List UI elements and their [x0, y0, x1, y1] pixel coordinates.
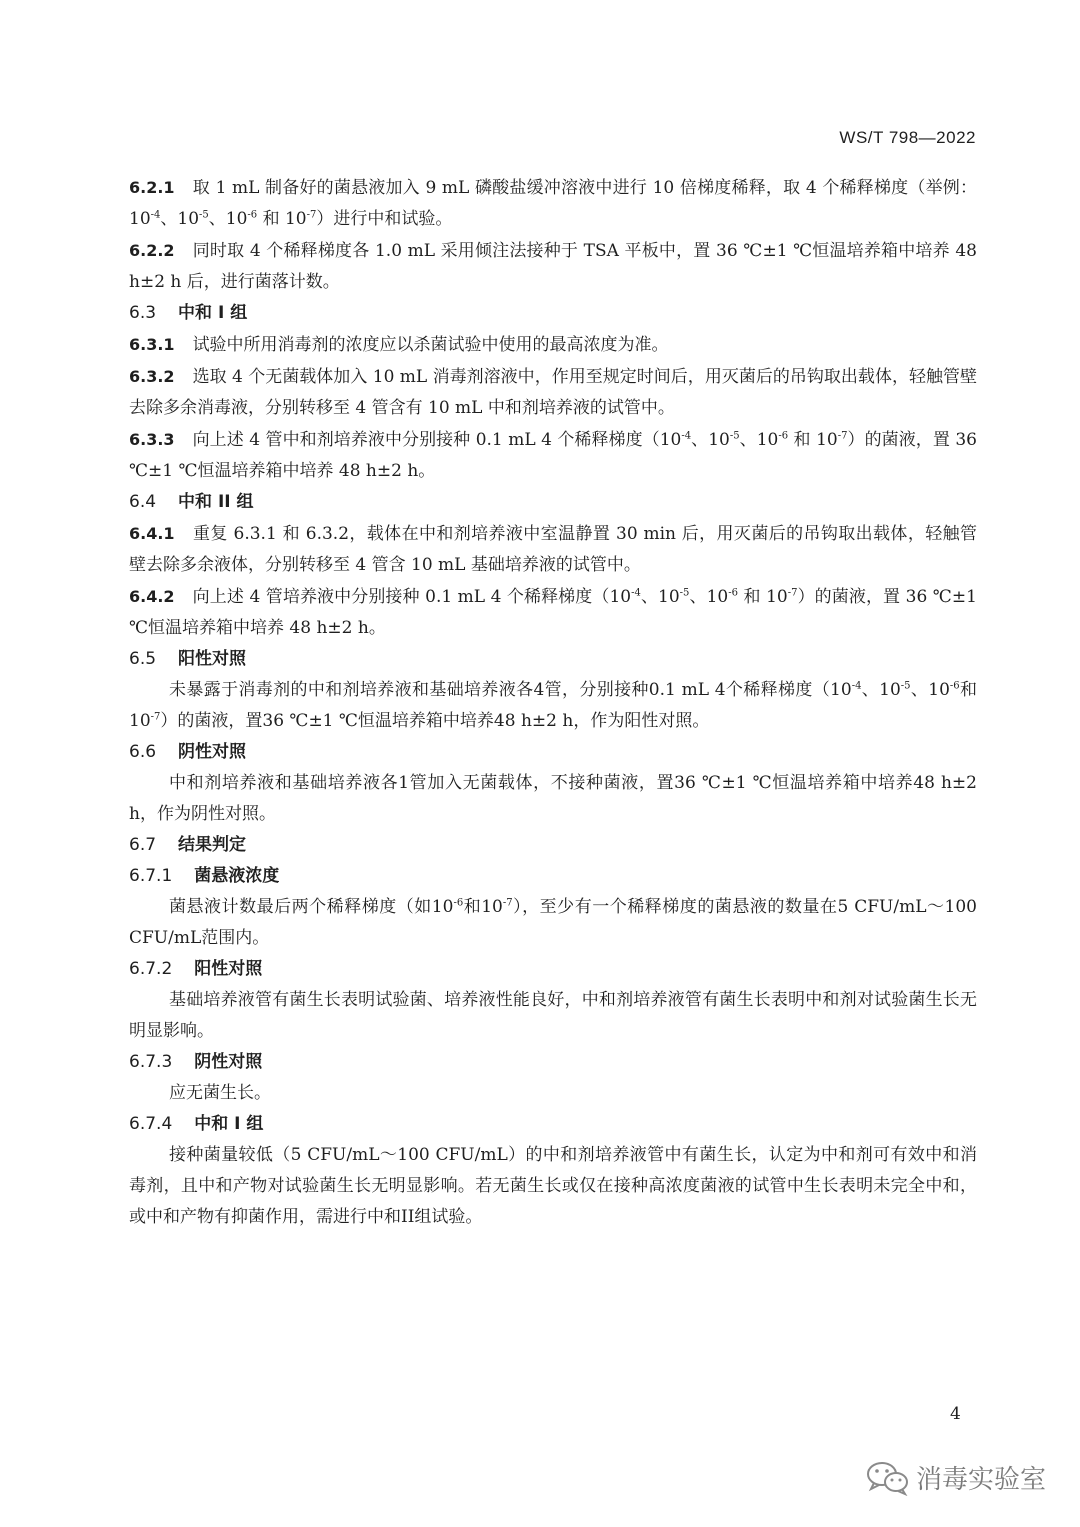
- clause-number: 6.3.2: [129, 367, 175, 386]
- clause-number: 6.2.2: [129, 241, 175, 260]
- section-heading-6-7-1: 6.7.1 菌悬液浓度: [129, 866, 280, 886]
- clause-6-4-2: 6.4.2 向上述 4 管培养液中分别接种 0.1 mL 4 个稀释梯度（$10^{-4}$、$10^{-5}$、$10^{-6}$ 和 $10^{-7}$）的菌液，置 36 ℃±1 ℃恒温培养箱中培养 48 h±2 h。: [129, 587, 977, 638]
- section-heading-6-7: 6.7 结果判定: [129, 835, 247, 855]
- clause-6-3-2: 6.3.2 选取 4 个无菌载体加入 10 mL 消毒剂溶液中，作用至规定时间后，用灭菌后的吊钩取出载体，轻触管壁去除多余消毒液，分别转移至 4 管含有 10 mL 中和剂培养液的试管中。: [129, 367, 977, 418]
- clause-6-4-1: 6.4.1 重复 6.3.1 和 6.3.2，载体在中和剂培养液中室温静置 30 min 后，用灭菌后的吊钩取出载体，轻触管壁去除多余液体，分别转移至 4 管含 10 mL 基础培养液的试管中。: [129, 524, 977, 575]
- watermark: [866, 1459, 1046, 1496]
- clause-6-3-3: 6.3.3 向上述 4 管中和剂培养液中分别接种 0.1 mL 4 个稀释梯度（$10^{-4}$、$10^{-5}$、$10^{-6}$ 和 $10^{-7}$）的菌液，置 36 ℃±1 ℃恒温培养箱中培养 48 h±2 h。: [129, 430, 977, 481]
- clause-number: 6.4.1: [129, 524, 175, 543]
- standard-code: WS/T 798—2022: [839, 128, 976, 147]
- paragraph-6-5: 未暴露于消毒剂的中和剂培养液和基础培养液各4管，分别接种0.1 mL 4个稀释梯度（$10^{-4}$、$10^{-5}$、$10^{-6}$和$10^{-7}$）的菌液，置36 ℃±1 ℃恒温培养箱中培养48 h±2 h，作为阳性对照。: [129, 680, 978, 731]
- section-heading-6-7-2: 6.7.2 阳性对照: [129, 959, 263, 979]
- paragraph-6-7-2: 基础培养液管有菌生长表明试验菌、培养液性能良好，中和剂培养液管有菌生长表明中和剂对试验菌生长无明显影响。: [129, 990, 977, 1041]
- clause-6-2-2: 6.2.2 同时取 4 个稀释梯度各 1.0 mL 采用倾注法接种于 TSA 平板中，置 36 ℃±1 ℃恒温培养箱中培养 48 h±2 h 后，进行菌落计数。: [129, 241, 977, 292]
- watermark-text: 消毒实验室: [916, 1465, 1047, 1495]
- paragraph-6-7-4: 接种菌量较低（5 CFU/mL～100 CFU/mL）的中和剂培养液管中有菌生长，认定为中和剂可有效中和消毒剂，且中和产物对试验菌生长无明显影响。若无菌生长或仅在接种高浓度菌液的试管中生长表明未完全中和，或中和产物有抑菌作用，需进行中和II组试验。: [129, 1145, 977, 1227]
- document-body: [129, 172, 977, 1233]
- clause-number: 6.2.1: [129, 178, 175, 197]
- wechat-icon: [866, 1460, 910, 1496]
- page-number: 4: [950, 1404, 961, 1424]
- paragraph-6-6: 中和剂培养液和基础培养液各1管加入无菌载体，不接种菌液，置36 ℃±1 ℃恒温培养箱中培养48 h±2 h，作为阴性对照。: [129, 773, 977, 824]
- section-heading-6-7-3: 6.7.3 阴性对照: [129, 1052, 263, 1072]
- paragraph-6-7-3: 应无菌生长。: [169, 1083, 271, 1103]
- clause-6-2-1: 6.2.1 取 1 mL 制备好的菌悬液加入 9 mL 磷酸盐缓冲溶液中进行 10 倍梯度稀释，取 4 个稀释梯度（举例：$10^{-4}$、$10^{-5}$、$10^{-6}$ 和 $10^{-7}$）进行中和试验。: [129, 178, 977, 229]
- clause-6-3-1: 6.3.1 试验中所用消毒剂的浓度应以杀菌试验中使用的最高浓度为准。: [129, 335, 669, 355]
- section-heading-6-3: 6.3 中和 I 组: [129, 303, 248, 323]
- section-heading-6-7-4: 6.7.4 中和 I 组: [129, 1114, 264, 1134]
- section-heading-6-4: 6.4 中和 II 组: [129, 492, 254, 512]
- section-heading-6-6: 6.6 阴性对照: [129, 742, 247, 762]
- clause-number: 6.3.1: [129, 335, 175, 354]
- clause-number: 6.4.2: [129, 587, 175, 606]
- paragraph-6-7-1: 菌悬液计数最后两个稀释梯度（如$10^{-6}$和$10^{-7}$），至少有一个稀释梯度的菌悬液的数量在5 CFU/mL～100 CFU/mL范围内。: [129, 897, 977, 948]
- clause-number: 6.3.3: [129, 430, 175, 449]
- section-heading-6-5: 6.5 阳性对照: [129, 649, 247, 669]
